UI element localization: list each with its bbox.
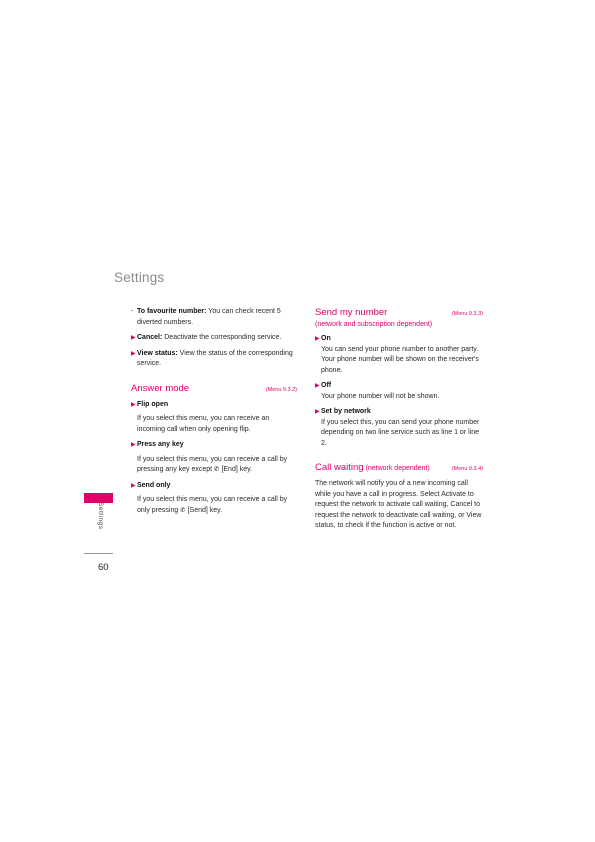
list-item-flip-open xyxy=(131,400,297,436)
item-text: You can check recent 5 diverted numbers. xyxy=(137,308,281,326)
send-key-icon: ✆ xyxy=(180,506,186,514)
item-text: View the status of the corresponding service. xyxy=(137,349,293,367)
item-body: Your phone number will not be shown. xyxy=(321,392,440,400)
menu-ref: (Menu 9.3.2) xyxy=(265,386,297,393)
dash-marker: - xyxy=(131,308,134,315)
triangle-bullet-icon: ▶ xyxy=(315,336,320,342)
call-waiting-heading xyxy=(315,462,483,475)
page-number: 60 xyxy=(98,562,109,573)
item-label: View status: xyxy=(137,349,178,357)
item-label: Off xyxy=(321,382,332,389)
menu-ref: (Menu 9.3.3) xyxy=(451,311,483,317)
list-item-press-any-key xyxy=(131,440,297,476)
triangle-bullet-icon: ▶ xyxy=(131,401,136,408)
triangle-bullet-icon: ▶ xyxy=(131,482,136,489)
end-key-icon: ✆ xyxy=(214,466,220,473)
section-title: Call waiting xyxy=(315,462,364,473)
triangle-bullet-icon: ▶ xyxy=(315,383,320,389)
item-body: If you select this, you can send your phone number depending on two line service such as line 1 or line 2. xyxy=(321,418,480,447)
item-label: On xyxy=(321,335,331,342)
menu-ref: (Menu 9.3.4) xyxy=(451,466,483,472)
list-item-favourite xyxy=(131,307,297,328)
side-tab-label: Settings xyxy=(97,502,104,530)
item-body: If you select this menu, you can receive a call by only pressing ✆ [Send] key. xyxy=(137,495,297,516)
right-column xyxy=(315,307,483,532)
section-note: (network dependent) xyxy=(363,465,430,472)
item-label: Set by network xyxy=(321,408,371,415)
list-item-cancel xyxy=(131,333,297,344)
list-item-send-only xyxy=(131,481,297,517)
item-label: Cancel: xyxy=(137,334,163,341)
item-text: Deactivate the corresponding service. xyxy=(162,334,282,341)
page-title: Settings xyxy=(114,270,165,285)
send-my-number-heading xyxy=(315,307,483,320)
triangle-bullet-icon: ▶ xyxy=(131,442,136,448)
triangle-bullet-icon: ▶ xyxy=(131,335,136,341)
list-item-view-status xyxy=(131,349,297,370)
item-body: If you select this menu, you can receive an incoming call when only opening flip. xyxy=(137,415,270,433)
list-item-off xyxy=(315,381,483,402)
section-title: Send my number xyxy=(315,307,388,318)
list-item-set-by-network xyxy=(315,407,483,449)
triangle-bullet-icon: ▶ xyxy=(131,350,136,357)
divider xyxy=(84,553,113,554)
call-waiting-body: The network will notify you of a new incoming call while you have a call in progress. Select Activate to request the network to activate call waiting, Cancel to request the network to deactivate call waiting, or View status, to check if the function is active or not. xyxy=(315,480,482,529)
item-body: You can send your phone number to another party. Your phone number will be shown on the receiver's phone. xyxy=(321,345,479,374)
section-subtitle: (network and subscription dependent) xyxy=(315,321,433,328)
triangle-bullet-icon: ▶ xyxy=(315,409,320,415)
item-label: Flip open xyxy=(137,400,169,408)
section-title: Answer mode xyxy=(131,382,190,394)
list-item-on xyxy=(315,334,483,376)
item-label: Send only xyxy=(137,481,171,489)
item-label: To favourite number: xyxy=(137,308,207,315)
item-body: If you select this menu, you can receive a call by pressing any key except ✆ [End] key. xyxy=(137,455,297,476)
item-label: Press any key xyxy=(137,441,184,448)
left-column xyxy=(131,307,297,521)
answer-mode-heading xyxy=(131,383,297,396)
